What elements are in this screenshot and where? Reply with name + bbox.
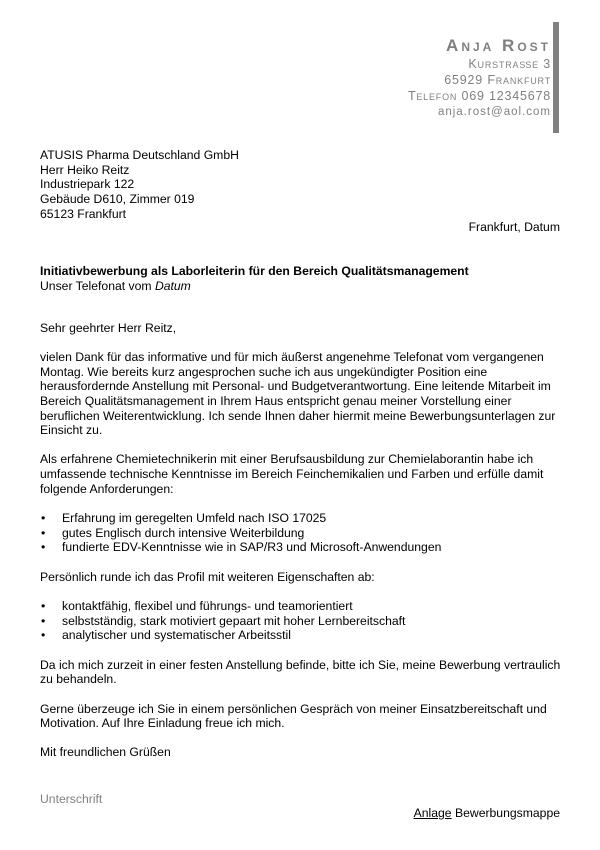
closing: Mit freundlichen Grüßen — [40, 745, 171, 760]
letter-body — [40, 321, 565, 775]
list-item: • selbstständig, stark motiviert gepaart mit hoher Lernbereitschaft — [40, 614, 565, 629]
list-item: • fundierte EDV-Kenntnisse wie in SAP/R3 und Microsoft-Anwendungen — [40, 540, 565, 555]
sender-city: 65929 Frankfurt — [444, 73, 551, 87]
sender-phone: Telefon 069 12345678 — [407, 89, 551, 103]
list-item: • analytischer und systematischer Arbeitsstil — [40, 628, 565, 643]
sender-name: Anja Rost — [446, 36, 551, 55]
recipient-address — [40, 148, 239, 222]
traits-list — [40, 599, 565, 643]
paragraph-traits-intro: Persönlich runde ich das Profil mit weiteren Eigenschaften ab: — [40, 569, 375, 584]
paragraph-confidential: Da ich mich zurzeit in einer festen Anstellung befinde, bitte ich Sie, meine Bewerbung vertraulich zu behandeln. — [40, 657, 561, 687]
salutation: Sehr geehrter Herr Reitz, — [40, 321, 177, 335]
attachment-label: Anlage — [413, 806, 452, 820]
recipient-company: ATUSIS Pharma Deutschland GmbH — [40, 148, 239, 162]
list-item: • Erfahrung im geregelten Umfeld nach ISO 17025 — [40, 511, 565, 526]
subject-reference — [40, 279, 469, 294]
list-item: • kontaktfähig, flexibel und führungs- und teamorientiert — [40, 599, 565, 614]
sender-email: anja.rost@aol.com — [437, 106, 551, 118]
letter-date: Frankfurt, Datum — [468, 220, 560, 234]
recipient-person: Herr Heiko Reitz — [40, 162, 130, 177]
sender-accent-bar — [553, 22, 559, 133]
subject-reference-date: Datum — [154, 278, 191, 293]
attachment-text: Bewerbungsmappe — [451, 806, 560, 820]
signature-label: Unterschrift — [40, 792, 103, 806]
list-item: • gutes Englisch durch intensive Weiterbildung — [40, 526, 565, 541]
paragraph-interview: Gerne überzeuge ich Sie in einem persönlichen Gespräch von meiner Einsatzbereitschaft und Motivation. Auf Ihre Einladung freue ich mich. — [40, 701, 547, 731]
attachment-line — [414, 806, 560, 821]
subject-reference-prefix: Unser Telefonat vom — [40, 278, 155, 293]
recipient-city: 65123 Frankfurt — [40, 206, 127, 221]
sender-block — [408, 36, 551, 121]
subject-block — [40, 264, 469, 293]
sender-street: Kurstraße 3 — [468, 57, 551, 71]
paragraph-intro: vielen Dank für das informative und für mich äußerst angenehme Telefonat vom vergangenen Montag. Wie bereits kurz angesprochen suche ich aus ungekündigter Position eine herausfordernde Anstellung mit Personal- und Budgetverantwortung. Eine leitende Mitarbeit im Bereich Qualitätsmanagement in Ihrem Haus entspricht genau meiner Vorstellung einer beruflichen Weiterentwicklung. Ich sende Ihnen daher hiermit meine Bewerbungsunterlagen zur Einsicht zu. — [40, 350, 556, 438]
requirements-list — [40, 511, 565, 555]
recipient-building: Gebäude D610, Zimmer 019 — [40, 192, 195, 207]
recipient-street: Industriepark 122 — [40, 177, 135, 192]
paragraph-qualification: Als erfahrene Chemietechnikerin mit einer Berufsausbildung zur Chemielaborantin habe ich umfassende technische Kenntnisse im Bereich Feinchemikalien und Farben und erfülle damit folgende Anforderungen: — [40, 452, 544, 496]
subject-title: Initiativbewerbung als Laborleiterin für den Bereich Qualitätsmanagement — [40, 264, 469, 278]
